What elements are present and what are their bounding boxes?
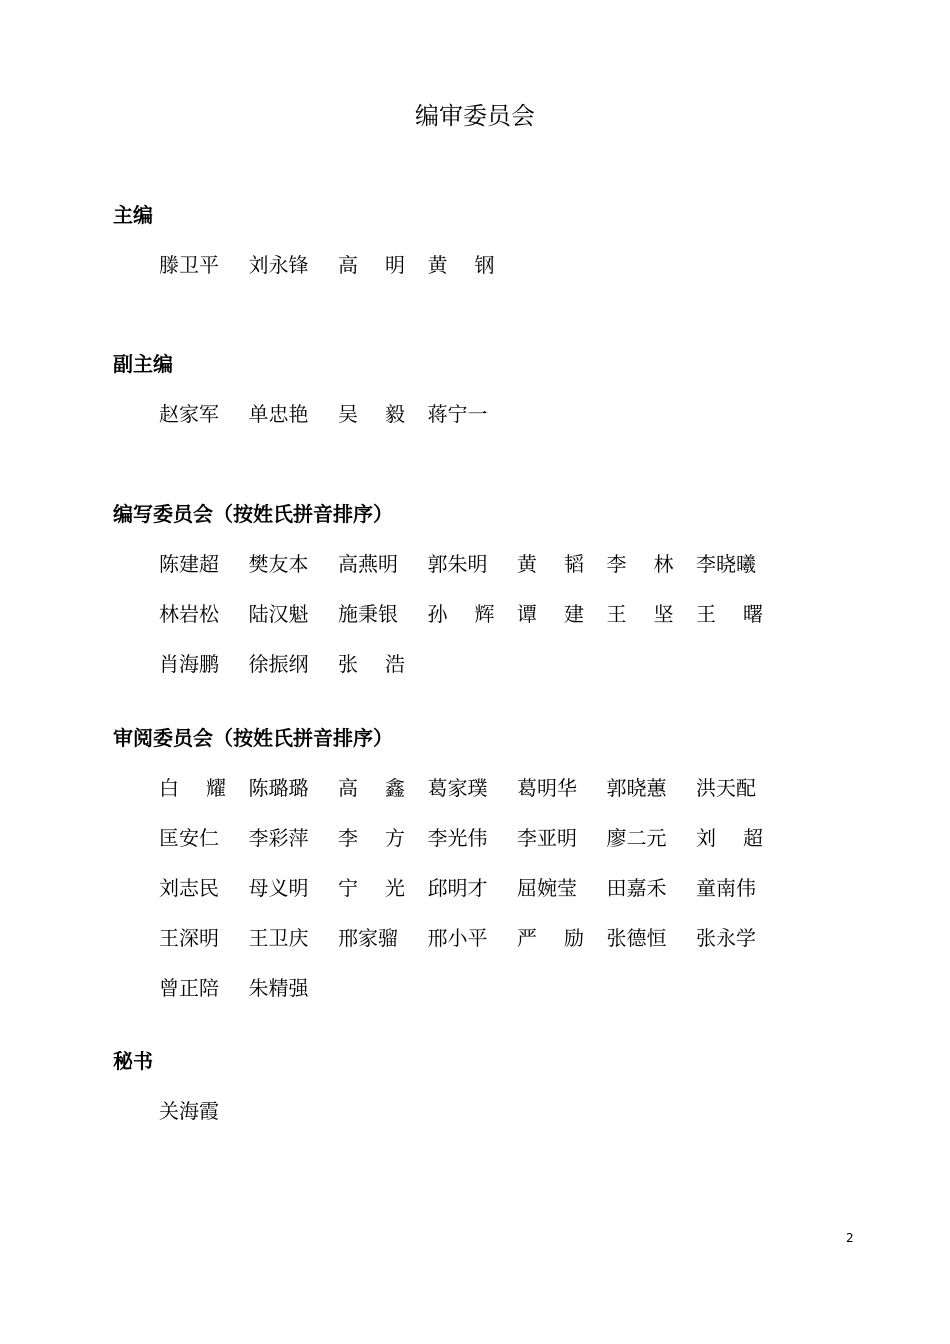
person-name: 李 林 <box>606 552 674 576</box>
person-name: 陈璐璐 <box>248 776 309 800</box>
person-name: 滕卫平 <box>159 253 219 277</box>
name-row <box>159 639 799 689</box>
name-list <box>159 539 799 689</box>
section-heading: 编写委员会（按姓氏拼音排序） <box>113 502 393 526</box>
person-name: 邢小平 <box>427 926 488 950</box>
person-name: 谭 建 <box>517 602 584 626</box>
section-heading: 主编 <box>113 203 153 227</box>
person-name: 高 鑫 <box>338 776 405 800</box>
page-number: 2 <box>846 1231 854 1245</box>
person-name: 母义明 <box>248 876 309 900</box>
person-name: 陆汉魁 <box>248 602 309 626</box>
person-name: 葛家璞 <box>427 776 488 800</box>
person-name: 孙 辉 <box>427 602 495 626</box>
person-name: 田嘉禾 <box>606 876 667 900</box>
person-name: 单忠艳 <box>248 402 309 426</box>
person-name: 李光伟 <box>427 826 488 850</box>
name-row <box>159 813 799 863</box>
person-name: 高燕明 <box>338 552 398 576</box>
person-name: 白 耀 <box>159 776 226 800</box>
section-heading: 秘书 <box>113 1049 153 1073</box>
person-name: 王卫庆 <box>248 926 309 950</box>
name-list <box>159 763 799 1013</box>
person-name: 屈婉莹 <box>517 876 577 900</box>
name-row <box>159 539 799 589</box>
person-name: 童南伟 <box>696 876 756 900</box>
person-name: 蒋宁一 <box>427 402 488 426</box>
person-name: 李 方 <box>338 826 405 850</box>
person-name: 洪天配 <box>696 776 756 800</box>
name-row <box>159 863 799 913</box>
name-list <box>159 389 799 439</box>
name-row <box>159 763 799 813</box>
person-name: 王 坚 <box>606 602 674 626</box>
person-name: 廖二元 <box>606 826 667 850</box>
section-heading: 审阅委员会（按姓氏拼音排序） <box>113 726 393 750</box>
section-deputy-editors <box>113 350 813 439</box>
person-name: 匡安仁 <box>159 826 219 850</box>
page-title: 编审委员会 <box>415 102 535 130</box>
name-row <box>159 389 799 439</box>
person-name: 刘志民 <box>159 876 219 900</box>
person-name: 吴 毅 <box>338 402 405 426</box>
person-name: 朱精强 <box>248 976 309 1000</box>
section-chief-editors <box>113 201 813 290</box>
person-name: 王深明 <box>159 926 219 950</box>
person-name: 张 浩 <box>338 652 405 676</box>
section-heading: 副主编 <box>113 352 173 376</box>
name-row <box>159 1086 799 1136</box>
name-row <box>159 963 799 1013</box>
person-name: 王 曙 <box>696 602 763 626</box>
person-name: 张永学 <box>696 926 756 950</box>
person-name: 李彩萍 <box>248 826 309 850</box>
person-name: 严 励 <box>517 926 584 950</box>
person-name: 邢家骝 <box>338 926 398 950</box>
person-name: 黄 韬 <box>517 552 584 576</box>
person-name: 刘 超 <box>696 826 763 850</box>
person-name: 关海霞 <box>159 1099 219 1123</box>
person-name: 徐振纲 <box>248 652 309 676</box>
name-row <box>159 913 799 963</box>
person-name: 赵家军 <box>159 402 219 426</box>
section-writing-committee <box>113 500 813 689</box>
section-review-committee <box>113 724 813 1013</box>
person-name: 高 明 <box>338 253 405 277</box>
person-name: 陈建超 <box>159 552 219 576</box>
person-name: 宁 光 <box>338 876 405 900</box>
person-name: 肖海鹏 <box>159 652 219 676</box>
person-name: 黄 钢 <box>427 253 495 277</box>
person-name: 郭朱明 <box>427 552 488 576</box>
person-name: 李晓曦 <box>696 552 756 576</box>
person-name: 张德恒 <box>606 926 667 950</box>
person-name: 李亚明 <box>517 826 577 850</box>
person-name: 樊友本 <box>248 552 309 576</box>
name-row <box>159 240 799 290</box>
name-list <box>159 240 799 290</box>
person-name: 葛明华 <box>517 776 577 800</box>
person-name: 邱明才 <box>427 876 488 900</box>
person-name: 施秉银 <box>338 602 398 626</box>
name-row <box>159 589 799 639</box>
person-name: 曾正陪 <box>159 976 219 1000</box>
name-list <box>159 1086 799 1136</box>
person-name: 刘永锋 <box>248 253 309 277</box>
section-secretary <box>113 1047 813 1136</box>
person-name: 林岩松 <box>159 602 219 626</box>
person-name: 郭晓蕙 <box>606 776 667 800</box>
